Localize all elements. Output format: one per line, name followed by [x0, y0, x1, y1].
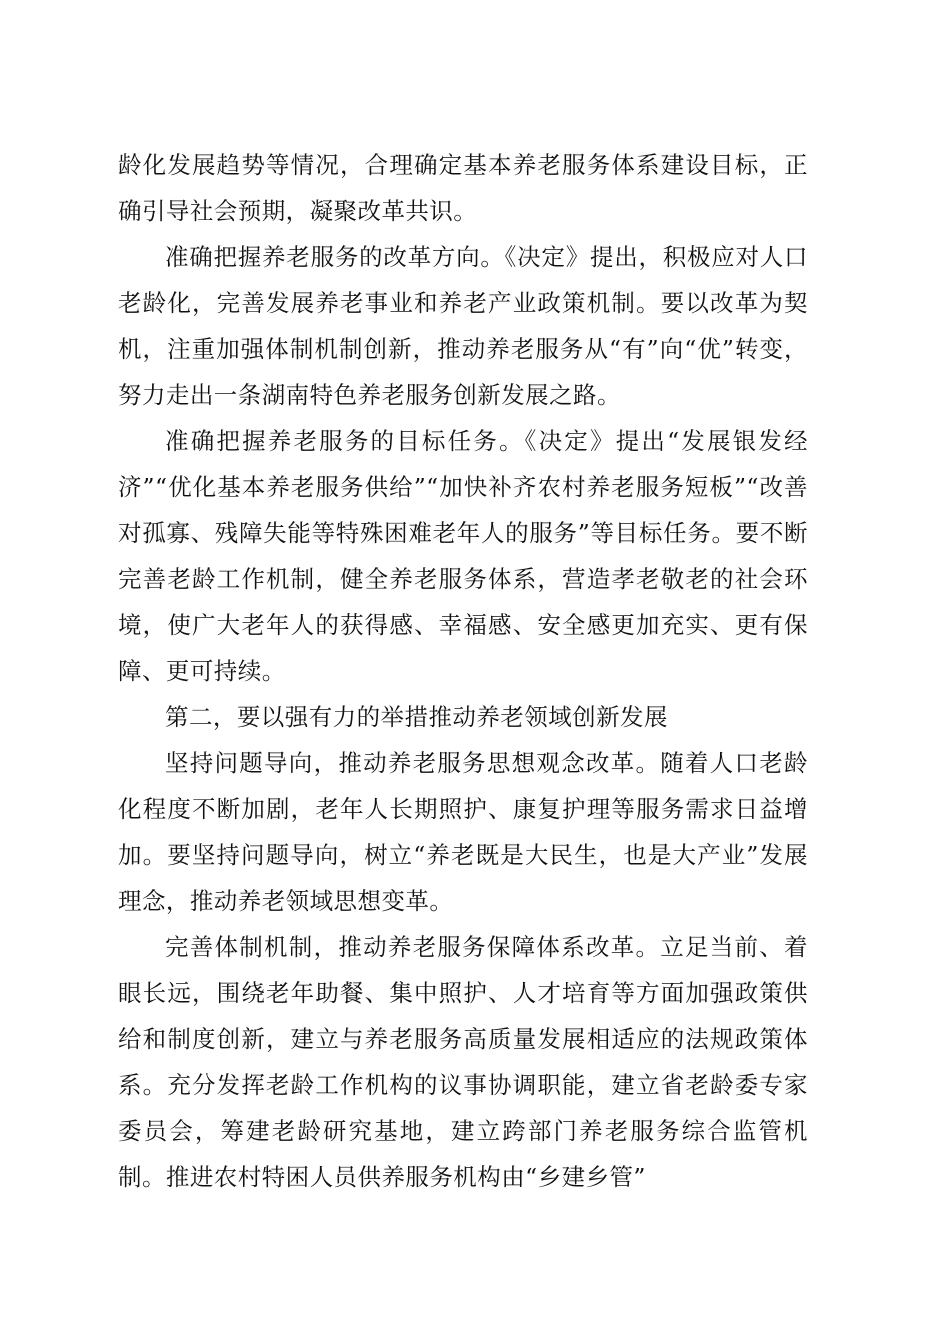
document-page	[118, 142, 808, 1200]
paragraph-reform-direction: 准确把握养老服务的改革方向。《决定》提出，积极应对人口老龄化，完善发展养老事业和养老产业政策机制。要以改革为契机，注重加强体制机制创新，推动养老服务从“有”向“优”转变，努力走出一条湖南特色养老服务创新发展之路。	[118, 243, 808, 409]
section-heading-second: 第二，要以强有力的举措推动养老领域创新发展	[165, 703, 668, 731]
paragraph-continuation: 龄化发展趋势等情况，合理确定基本养老服务体系建设目标，正确引导社会预期，凝聚改革共识。	[118, 151, 808, 225]
paragraph-problem-orientation: 坚持问题导向，推动养老服务思想观念改革。随着人口老龄化程度不断加剧，老年人长期照护、康复护理等服务需求日益增加。要坚持问题导向，树立“养老既是大民生，也是大产业”发展理念，推动养老领域思想变革。	[118, 749, 808, 915]
paragraph-goal-tasks: 准确把握养老服务的目标任务。《决定》提出“发展银发经济”“优化基本养老服务供给”“加快补齐农村养老服务短板”“改善对孤寡、残障失能等特殊困难老年人的服务”等目标任务。要不断完善老龄工作机制，健全养老服务体系，营造孝老敬老的社会环境，使广大老年人的获得感、幸福感、安全感更加充实、更有保障、更可持续。	[118, 427, 808, 685]
paragraph-institutional-mechanism: 完善体制机制，推动养老服务保障体系改革。立足当前、着眼长远，围绕老年助餐、集中照护、人才培育等方面加强政策供给和制度创新，建立与养老服务高质量发展相适应的法规政策体系。充分发挥老龄工作机构的议事协调职能，建立省老龄委专家委员会，筹建老龄研究基地，建立跨部门养老服务综合监管机制。推进农村特困人员供养服务机构由“乡建乡管”	[118, 933, 808, 1191]
